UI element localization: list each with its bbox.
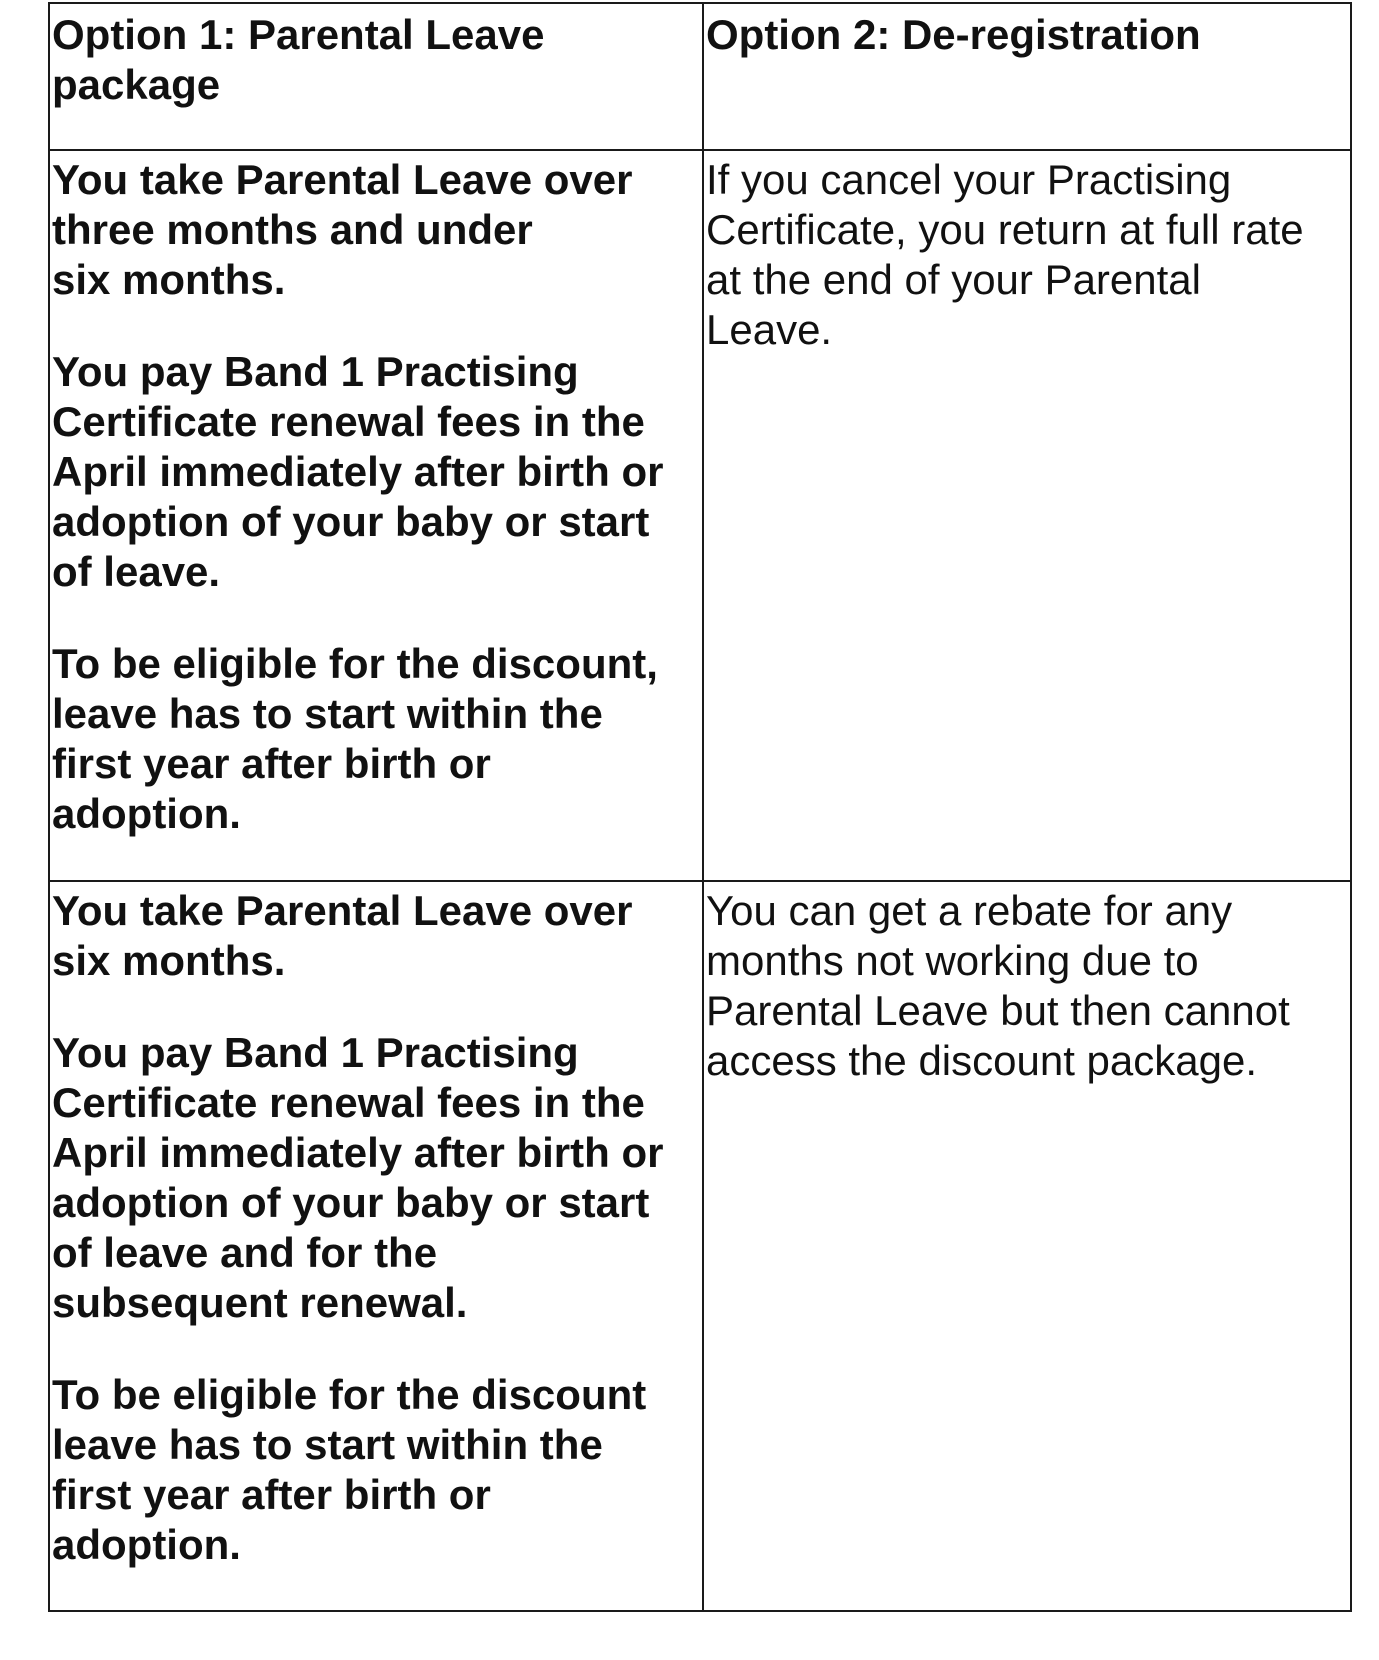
row-1-eligibility-text: To be eligible for the discount, leave has to start within the first year after birth or adoption. xyxy=(52,640,658,837)
row-1-deregistration-text: If you cancel your Practising Certificate, you return at full rate at the end of your Parental Leave. xyxy=(706,156,1304,353)
row-1-duration-text: You take Parental Leave over three months and under six months. xyxy=(52,156,633,303)
row-2-fees-text: You pay Band 1 Practising Certificate renewal fees in the April immediately after birth or adoption of your baby or start of leave and for the subsequent renewal. xyxy=(52,1029,664,1326)
row-1-fees-text: You pay Band 1 Practising Certificate renewal fees in the April immediately after birth or adoption of your baby or start of leave. xyxy=(52,348,664,595)
row-1-option-2-cell xyxy=(704,151,1350,882)
header-option-1-text: Option 1: Parental Leave package xyxy=(52,11,545,108)
header-option-2-text: Option 2: De-registration xyxy=(706,11,1201,58)
options-table xyxy=(48,2,1352,1612)
row-2-rebate-text: You can get a rebate for any months not working due to Parental Leave but then cannot access the discount package. xyxy=(706,887,1290,1084)
header-option-2 xyxy=(704,4,1350,151)
row-2-duration-text: You take Parental Leave over six months. xyxy=(52,887,633,984)
row-1-option-1-cell xyxy=(50,151,704,882)
row-2-eligibility-text: To be eligible for the discount leave has to start within the first year after birth or adoption. xyxy=(52,1371,647,1568)
header-option-1 xyxy=(50,4,704,151)
row-2-option-2-cell xyxy=(704,882,1350,1610)
row-2-option-1-cell xyxy=(50,882,704,1610)
